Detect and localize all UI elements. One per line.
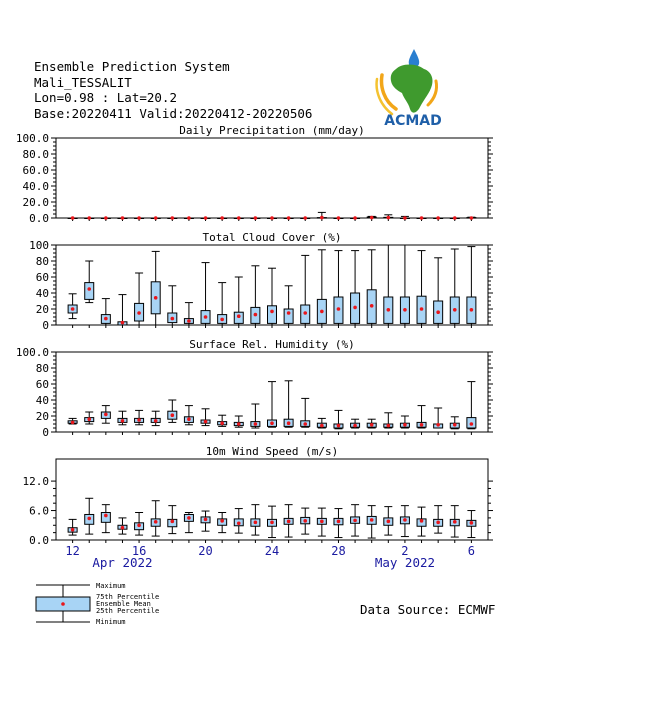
ensemble-mean-dot (71, 216, 75, 220)
x-tick-label: 2 (401, 544, 409, 558)
panel-title: 10m Wind Speed (m/s) (205, 445, 339, 458)
panel-title: Total Cloud Cover (%) (202, 231, 342, 244)
ensemble-mean-dot (287, 216, 291, 220)
ensemble-mean-dot (453, 216, 457, 220)
x-tick-label: 6 (467, 544, 476, 558)
ensemble-mean-dot (337, 424, 341, 428)
y-tick-label: 60 (35, 271, 49, 284)
header-system: Ensemble Prediction System (34, 59, 230, 74)
y-tick-label: 0 (42, 319, 49, 332)
ensemble-mean-dot (187, 516, 191, 520)
ensemble-mean-dot (87, 417, 91, 421)
x-tick-label: 16 (131, 544, 147, 558)
ensemble-mean-dot (420, 307, 424, 311)
ensemble-mean-dot (104, 413, 108, 417)
ensemble-mean-dot (370, 304, 374, 308)
legend-minimum: Minimum (96, 618, 126, 626)
ensemble-mean-dot (87, 287, 91, 291)
ensemble-mean-dot (121, 216, 125, 220)
ensemble-mean-dot (303, 422, 307, 426)
ensemble-mean-dot (254, 216, 258, 220)
ensemble-mean-dot (220, 519, 224, 523)
ensemble-mean-dot (254, 313, 258, 317)
ensemble-mean-dot (71, 528, 75, 532)
ensemble-mean-dot (121, 321, 125, 325)
ensemble-mean-dot (237, 216, 241, 220)
percentile-box (268, 306, 277, 324)
data-source: Data Source: ECMWF (360, 602, 496, 617)
y-tick-label: 100 (29, 239, 49, 252)
ensemble-mean-dot (121, 526, 125, 530)
ensemble-mean-dot (303, 216, 307, 220)
ensemble-mean-dot (370, 216, 374, 220)
ensemble-mean-dot (154, 296, 158, 300)
y-tick-label: 20 (35, 410, 49, 423)
ensemble-mean-dot (204, 420, 208, 424)
y-tick-label: 40 (35, 394, 49, 407)
ensemble-mean-dot (220, 318, 224, 322)
ensemble-mean-dot (387, 216, 391, 220)
y-tick-label: 6.0 (29, 504, 49, 518)
ensemble-mean-dot (470, 521, 474, 525)
ensemble-mean-dot (403, 216, 407, 220)
ensemble-mean-dot (337, 520, 341, 524)
ensemble-mean-dot (436, 423, 440, 427)
ensemble-mean-dot (287, 520, 291, 524)
ensemble-mean-dot (220, 216, 224, 220)
y-tick-label: 12.0 (22, 475, 49, 489)
ensemble-mean-dot (320, 310, 324, 314)
ensemble-mean-dot (470, 308, 474, 312)
ensemble-mean-dot (287, 421, 291, 425)
ensemble-mean-dot (337, 307, 341, 311)
ensemble-mean-dot (220, 421, 224, 425)
ensemble-mean-dot (187, 417, 191, 421)
ensemble-mean-dot (453, 308, 457, 312)
ensemble-mean-dot (154, 520, 158, 524)
ensemble-mean-dot (71, 421, 75, 425)
ensemble-mean-dot (370, 423, 374, 427)
legend-75th-percentile: 75th Percentile (96, 593, 160, 601)
panel-title: Surface Rel. Humidity (%) (189, 338, 355, 351)
ensemble-mean-dot (237, 522, 241, 526)
ensemble-mean-dot (71, 307, 75, 311)
y-tick-label: 0.0 (29, 534, 49, 547)
ensemble-mean-dot (353, 424, 357, 428)
chart-legend (34, 582, 214, 626)
legend-maximum: Maximum (96, 582, 126, 590)
ensemble-mean-dot (453, 520, 457, 524)
ensemble-mean-dot (320, 216, 324, 220)
ensemble-mean-dot (154, 216, 158, 220)
logo-text: ACMAD (384, 113, 442, 127)
ensemble-mean-dot (303, 311, 307, 315)
ensemble-mean-dot (403, 308, 407, 312)
y-tick-label: 20.0 (22, 196, 49, 209)
ensemble-mean-dot (204, 315, 208, 319)
x-month-label: May 2022 (374, 555, 436, 570)
ensemble-mean-dot (470, 216, 474, 220)
x-tick-label: 12 (65, 544, 80, 558)
ensemble-mean-dot (270, 216, 274, 220)
ensemble-mean-dot (87, 216, 91, 220)
y-tick-label: 60.0 (22, 164, 49, 177)
ensemble-mean-dot (420, 216, 424, 220)
y-tick-label: 100.0 (15, 132, 49, 145)
ensemble-mean-dot (370, 518, 374, 522)
header-coordinates: Lon=0.98 : Lat=20.2 (34, 90, 177, 105)
ensemble-mean-dot (187, 319, 191, 323)
legend-25th-percentile: 25th Percentile (96, 607, 160, 615)
y-tick-label: 60 (35, 378, 49, 391)
ensemble-mean-dot (204, 216, 208, 220)
ensemble-mean-dot (254, 521, 258, 525)
ensemble-mean-dot (387, 520, 391, 524)
ensemble-mean-dot (403, 518, 407, 522)
y-tick-label: 80 (35, 362, 49, 375)
ensemble-mean-dot (320, 520, 324, 524)
ensemble-mean-dot (137, 311, 141, 315)
percentile-box (85, 283, 94, 300)
header-dates: Base:20220411 Valid:20220412-20220506 (34, 105, 313, 121)
ensemble-mean-dot (104, 514, 108, 518)
ensemble-mean-dot (353, 216, 357, 220)
ensemble-mean-dot (387, 308, 391, 312)
ensemble-mean-dot (403, 423, 407, 427)
ensemble-mean-dot (137, 216, 141, 220)
y-tick-label: 40.0 (22, 180, 49, 193)
ensemble-mean-dot (204, 518, 208, 522)
legend-ensemble-mean: Ensemble Mean (96, 600, 151, 608)
y-tick-label: 100.0 (15, 346, 49, 359)
ensemble-mean-dot (270, 421, 274, 425)
ensemble-mean-dot (270, 521, 274, 525)
ensemble-mean-dot (436, 310, 440, 314)
ensemble-mean-dot (137, 418, 141, 422)
ensemble-mean-dot (154, 419, 158, 423)
ensemble-mean-dot (470, 422, 474, 426)
y-tick-label: 20 (35, 303, 49, 316)
x-tick-label: 24 (264, 544, 280, 558)
ensemble-mean-dot (353, 306, 357, 310)
panel-frame (56, 138, 488, 218)
ensemble-mean-dot (303, 519, 307, 523)
percentile-box (284, 309, 293, 323)
ensemble-mean-dot (436, 216, 440, 220)
ensemble-mean-dot (104, 317, 108, 321)
ensemble-mean-dot (420, 519, 424, 523)
x-month-label: Apr 2022 (92, 555, 153, 570)
y-tick-label: 0 (42, 426, 49, 439)
ensemble-mean-dot (237, 422, 241, 426)
ensemble-mean-dot (453, 423, 457, 427)
x-tick-label: 20 (198, 544, 213, 558)
y-tick-label: 0.0 (29, 212, 49, 225)
ensemble-mean-dot (171, 413, 175, 417)
ensemble-mean-dot (171, 520, 175, 524)
ensemble-mean-dot (87, 517, 91, 521)
header-station: Mali_TESSALIT (34, 74, 132, 90)
y-tick-label: 40 (35, 287, 49, 300)
ensemble-mean-dot (237, 314, 241, 318)
y-tick-label: 80.0 (22, 148, 49, 161)
y-tick-label: 80 (35, 255, 49, 268)
ensemble-mean-dot (337, 216, 341, 220)
ensemble-mean-dot (121, 419, 125, 423)
x-tick-label: 28 (331, 544, 346, 558)
ensemble-mean-dot (104, 216, 108, 220)
ensemble-mean-dot (320, 424, 324, 428)
ensemble-mean-dot (420, 423, 424, 427)
ensemble-mean-dot (171, 216, 175, 220)
ensemble-mean-dot (270, 310, 274, 314)
ensemble-mean-dot (353, 519, 357, 523)
ensemble-mean-dot (254, 422, 258, 426)
ensemble-mean-dot (387, 424, 391, 428)
ensemble-mean-dot (287, 311, 291, 315)
ensemble-mean-dot (171, 317, 175, 321)
ensemble-mean-dot (137, 523, 141, 527)
ensemble-mean-dot (187, 216, 191, 220)
ensemble-mean-dot (436, 521, 440, 525)
panel-title: Daily Precipitation (mm/day) (179, 124, 365, 137)
